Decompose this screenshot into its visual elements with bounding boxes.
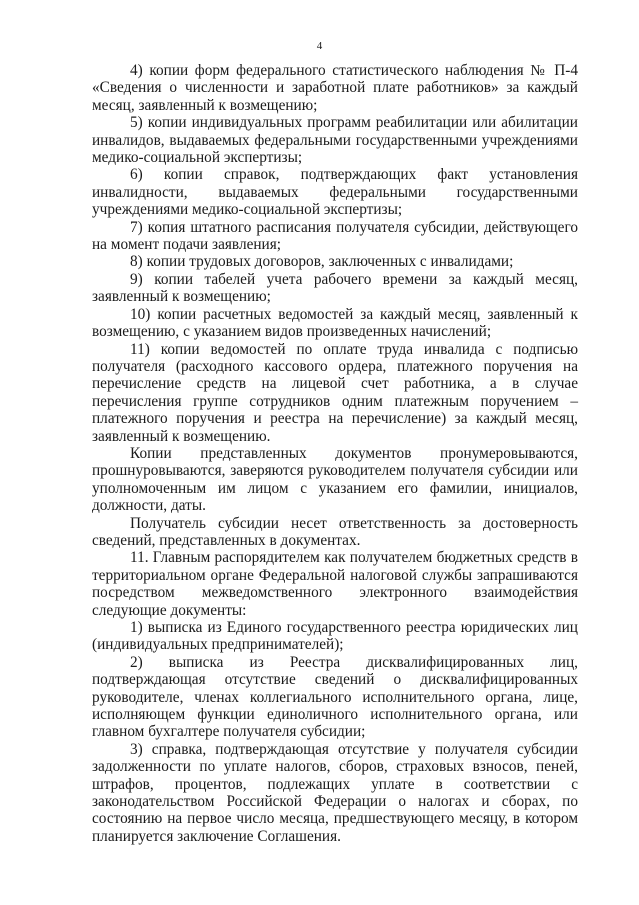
paragraph-section-11: 11. Главным распорядителем как получателем бюджетных средств в территориальном органе Федеральной налоговой службы запрашиваются посредством межведомственного электронного взаимодействия следующие документы: [92, 549, 578, 619]
paragraph-egrul-extract: 1) выписка из Единого государственного реестра юридических лиц (индивидуальных предпринимателей); [92, 619, 578, 654]
page-number: 4 [316, 40, 323, 52]
paragraph-item-7-staff-schedule: 7) копия штатного расписания получателя субсидии, действующего на момент подачи заявления; [92, 218, 578, 254]
paragraph-item-11-wage-statements: 11) копии ведомостей по оплате труда инвалида с подписью получателя (расходного кассового ордера, платежного поручения на перечисление средств на лицевой счет работника, а в случае перечисления группе сотрудников одним платежным поручением – платежного поручения и реестра на перечисление) за каждый месяц, заявленный к возмещению. [92, 340, 578, 445]
paragraph-item-6-disability-certificates: 6) копии справок, подтверждающих факт установления инвалидности, выдаваемых федеральными государственными учреждениями медико-социальной экспертизы; [92, 166, 578, 219]
paragraph-disqualified-registry: 2) выписка из Реестра дисквалифицированных лиц, подтверждающая отсутствие сведений о дисквалифицированных руководителе, членах коллегиального исполнительного органа, лице, исполняющем функции единоличного исполнительного органа, или главном бухгалтере получателя субсидии; [92, 653, 578, 741]
paragraph-item-4-forms: 4) копии форм федерального статистического наблюдения № П-4 «Сведения о численности и заработной плате работников» за каждый месяц, заявленный к возмещению; [92, 62, 578, 114]
paragraph-responsibility: Получатель субсидии несет ответственность за достоверность сведений, представленных в документах. [92, 514, 578, 549]
paragraph-item-10-payroll-sheets: 10) копии расчетных ведомостей за каждый месяц, заявленный к возмещению, с указанием видов произведенных начислений; [92, 305, 578, 341]
paragraph-item-5-rehab-programs: 5) копии индивидуальных программ реабилитации или абилитации инвалидов, выдаваемых федеральными государственными учреждениями медико-социальной экспертизы; [92, 114, 578, 167]
document-body [92, 62, 578, 845]
paragraph-item-8-labor-contracts: 8) копии трудовых договоров, заключенных с инвалидами; [130, 253, 514, 271]
paragraph-tax-certificate: 3) справка, подтверждающая отсутствие у получателя субсидии задолженности по уплате налогов, сборов, страховых взносов, пеней, штрафов, процентов, подлежащих уплате в соответствии с законодательством Российской Федерации о налогах и сборах, по состоянию на первое число месяца, предшествующего месяцу, в котором планируется заключение Соглашения. [92, 740, 578, 845]
paragraph-item-9-timesheets: 9) копии табелей учета рабочего времени за каждый месяц, заявленный к возмещению; [92, 270, 578, 306]
paragraph-copies-certification: Копии представленных документов пронумеровываются, прошнуровываются, заверяются руководителем получателя субсидии или уполномоченным им лицом с указанием его фамилии, инициалов, должности, даты. [92, 444, 578, 515]
